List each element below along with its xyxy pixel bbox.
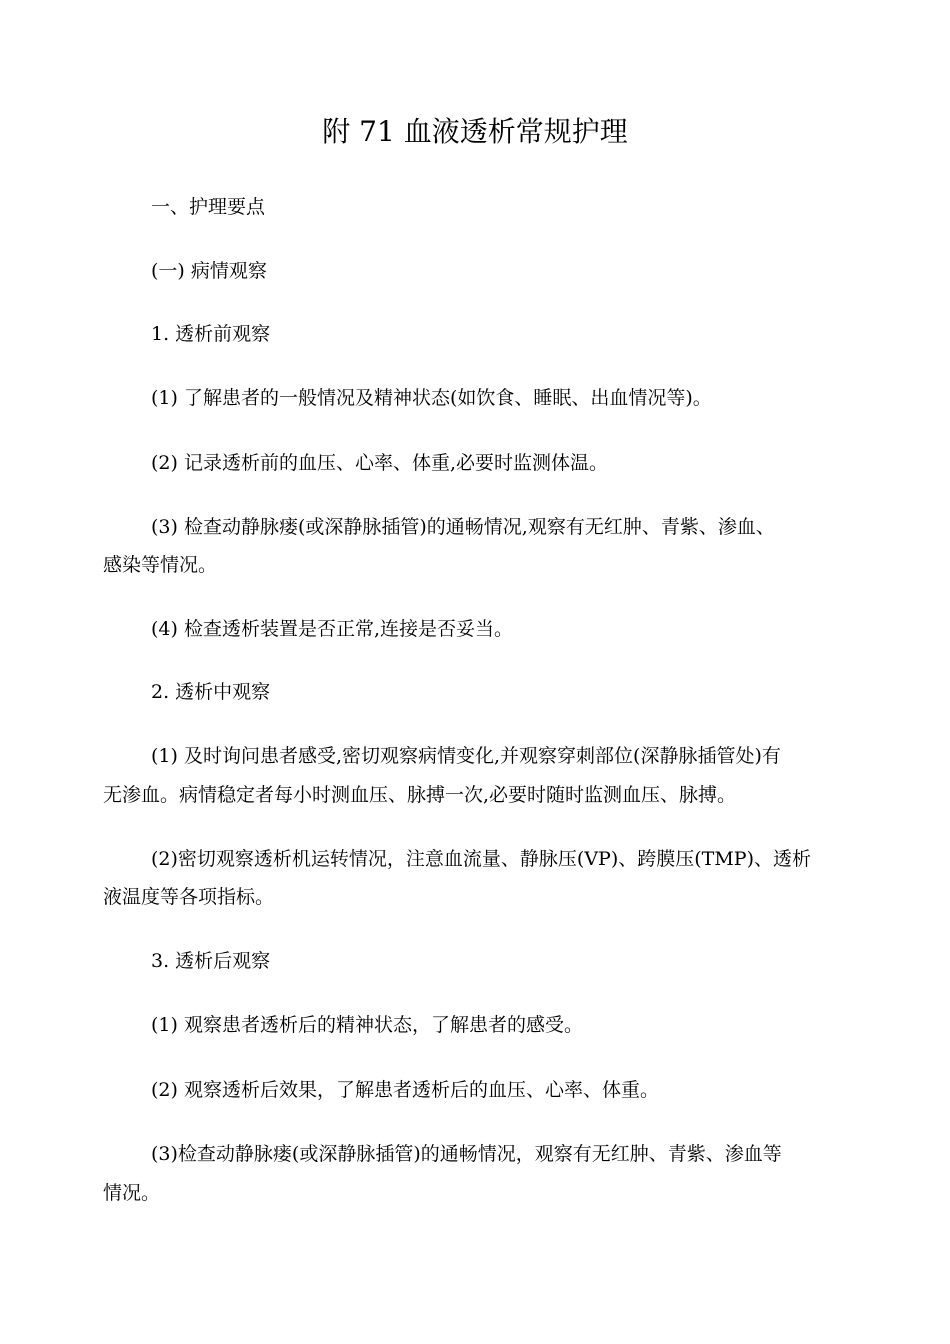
paragraph-line: (3)检查动静脉瘘(或深静脉插管)的通畅情况，观察有无红肿、青紫、渗血等 <box>151 1143 782 1165</box>
paragraph-line: (3) 检查动静脉瘘(或深静脉插管)的通畅情况,观察有无红肿、青紫、渗血、 <box>151 516 775 538</box>
paragraph-line: 液温度等各项指标。 <box>103 886 275 908</box>
paragraph-line: (4) 检查透析装置是否正常,连接是否妥当。 <box>151 618 513 640</box>
document-title: 附 71 血液透析常规护理 <box>322 115 628 148</box>
paragraph-line: (2) 观察透析后效果，了解患者透析后的血压、心率、体重。 <box>151 1079 659 1101</box>
section-heading: 一、护理要点 <box>151 196 266 218</box>
paragraph-line: (1) 及时询问患者感受,密切观察病情变化,并观察穿刺部位(深静脉插管处)有 <box>151 745 781 767</box>
paragraph-line: 情况。 <box>103 1182 161 1204</box>
paragraph-line: (2) 记录透析前的血压、心率、体重,必要时监测体温。 <box>151 452 608 474</box>
paragraph-line: (1) 了解患者的一般情况及精神状态(如饮食、睡眠、出血情况等)。 <box>151 387 712 409</box>
paragraph-line: (1) 观察患者透析后的精神状态，了解患者的感受。 <box>151 1014 583 1036</box>
paragraph-line: 感染等情况。 <box>103 554 218 576</box>
paragraph-line: (2)密切观察透析机运转情况，注意血流量、静脉压(VP)、跨膜压(TMP)、透析 <box>151 848 811 870</box>
item-heading-pre-dialysis: 1. 透析前观察 <box>151 323 271 345</box>
item-heading-intra-dialysis: 2. 透析中观察 <box>151 681 271 703</box>
paragraph-line: 无渗血。病情稳定者每小时测血压、脉搏一次,必要时随时监测血压、脉搏。 <box>103 784 737 806</box>
subsection-heading: (一) 病情观察 <box>151 260 267 282</box>
item-heading-post-dialysis: 3. 透析后观察 <box>151 950 271 972</box>
